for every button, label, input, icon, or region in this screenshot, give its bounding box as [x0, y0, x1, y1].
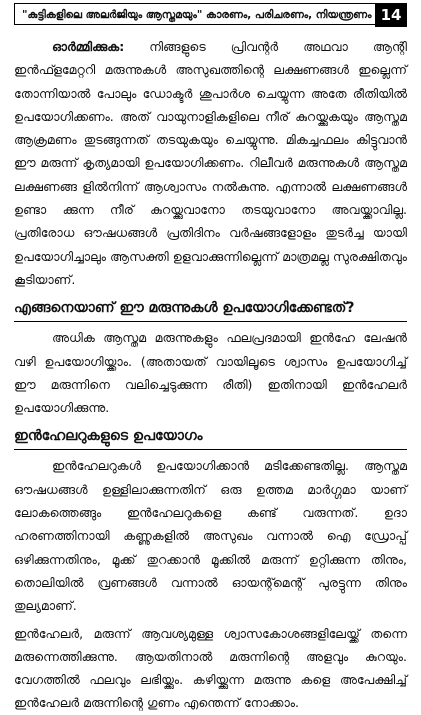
inhaler-paragraph-1: ഇൻഹേലറുകൾ ഉപയോഗിക്കാൻ മടിക്കേണ്ടതില്ല. ആസ്തമ ഔഷധങ്ങൾ ഉള്ളിലാക്കുന്നതിന് ഒരു ഉത്തമ മാർഗ്ഗമാ യാണ് ലോകത്തെങ്ങും ഇൻഹേലറുകളെ കണ്ട് വരുന്നത്. ഉദാ ഹരണത്തിനായി കണ്ണുകളിൽ അസുഖം വന്നാൽ ഐ ഡ്രോപ്പ് ഒഴിക്കുന്നതിനും, മൂക്ക് തുറക്കാൻ മൂക്കിൽ മരുന്ന് ഉറ്റിക്കുന്ന തിനും, തൊലിയിൽ വ്രണങ്ങൾ വന്നാൽ ഓയന്റ്മെന്റ് പുരട്ടുന്ന തിനും തുല്യമാണ്. — [14, 458, 407, 614]
document-page — [0, 3, 421, 711]
inhaler-paragraph-2: ഇൻഹേലർ, മരുന്ന് ആവശ്യമുള്ള ശ്വാസകോശങ്ങളിലേയ്ക്ക് തന്നെ മരുന്നെത്തിക്കുന്നു. ആയതിനാൽ മരുന്നിന്റെ അളവും കുറയും. വേഗത്തിൽ ഫലവും ലഭിയ്ക്കും. കഴിയ്ക്കുന്ന മരുന്നു കളെ അപേക്ഷിച്ച് ഇൻഹേലർ മരുന്നിന്റെ ഗുണം എന്തെന്ന് നോക്കാം. — [14, 625, 407, 711]
how-to-use-heading: എങ്ങനെയാണ് ഈ മരുന്നുകൾ ഉപയോഗിക്കേണ്ടത്? — [14, 295, 407, 322]
how-to-use-paragraph: അധിക ആസ്തമ മരുന്നുകളും ഫലപ്രദമായി ഇൻഹേ ലേഷൻ വഴി ഉപയോഗിയ്ക്കാം. (അതായത് വായിലൂടെ ശ്വാസം ഉപയോഗിച്ച് ഈ മരുന്നിനെ വലിച്ചെടുക്കുന്ന രീതി) ഇതിനായി ഇൻഹേലർ ഉപയോഗിക്കുന്നു. — [14, 330, 407, 416]
remember-label: ഓർമ്മിക്കുക: — [52, 39, 125, 54]
page-number: 14 — [375, 3, 407, 27]
remember-text: നിങ്ങളുടെ പ്രിവന്റർ അഥവാ ആന്റി ഇൻഫ്ളമേറ്ററി മരുന്നുകൾ അസുഖത്തിന്റെ ലക്ഷണങ്ങൾ ഇല്ലെന്ന് തോന്നിയാൽ പോലും ഡോക്ടർ ശുപാർശ ചെയ്യുന്ന അതേ രീതിയിൽ ഉപയോഗിക്കണം. അത് വായുനാളികളിലെ നീര് കുറയ്ക്കുകയും ആസ്തമ ആക്രമണം തുടങ്ങുന്നത് തടയുകയും ചെയ്യുന്നു. മികച്ചഫലം കിട്ടുവാൻ ഈ മരുന്ന് കൃത്യമായി ഉപയോഗിക്കണം. റിലീവർ മരുന്നുകൾ ആസ്തമ ലക്ഷണങ്ങ ളിൽനിന്ന് ആശ്വാസം നൽകുന്നു. എന്നാൽ ലക്ഷണങ്ങൾ ഉണ്ടാ ക്കുന്ന നീര് കുറയ്ക്കുവാനോ തടയുവാനോ അവയ്ക്കാവില്ല. പ്രതിരോധ ഔഷധങ്ങൾ പ്രതിദിനം വർഷങ്ങളോളം തുടർച്ച യായി ഉപയോഗിച്ചാലും ആസക്തി ഉളവാക്കുന്നില്ലെന്ന് മാത്രമല്ല സുരക്ഷിതവും കൂടിയാണ്. — [14, 39, 407, 287]
page-content — [14, 35, 407, 715]
remember-paragraph — [14, 35, 407, 291]
running-header — [14, 3, 407, 27]
section-heading-wrap — [14, 423, 407, 450]
book-title: "കുട്ടികളിലെ അലർജിയും ആസ്തമയും" കാരണം, പരിചരണം, നിയന്ത്രണം — [22, 9, 372, 21]
inhaler-use-heading: ഇൻഹേലറുകളുടെ ഉപയോഗം — [14, 423, 407, 450]
section-heading-wrap — [14, 295, 407, 322]
